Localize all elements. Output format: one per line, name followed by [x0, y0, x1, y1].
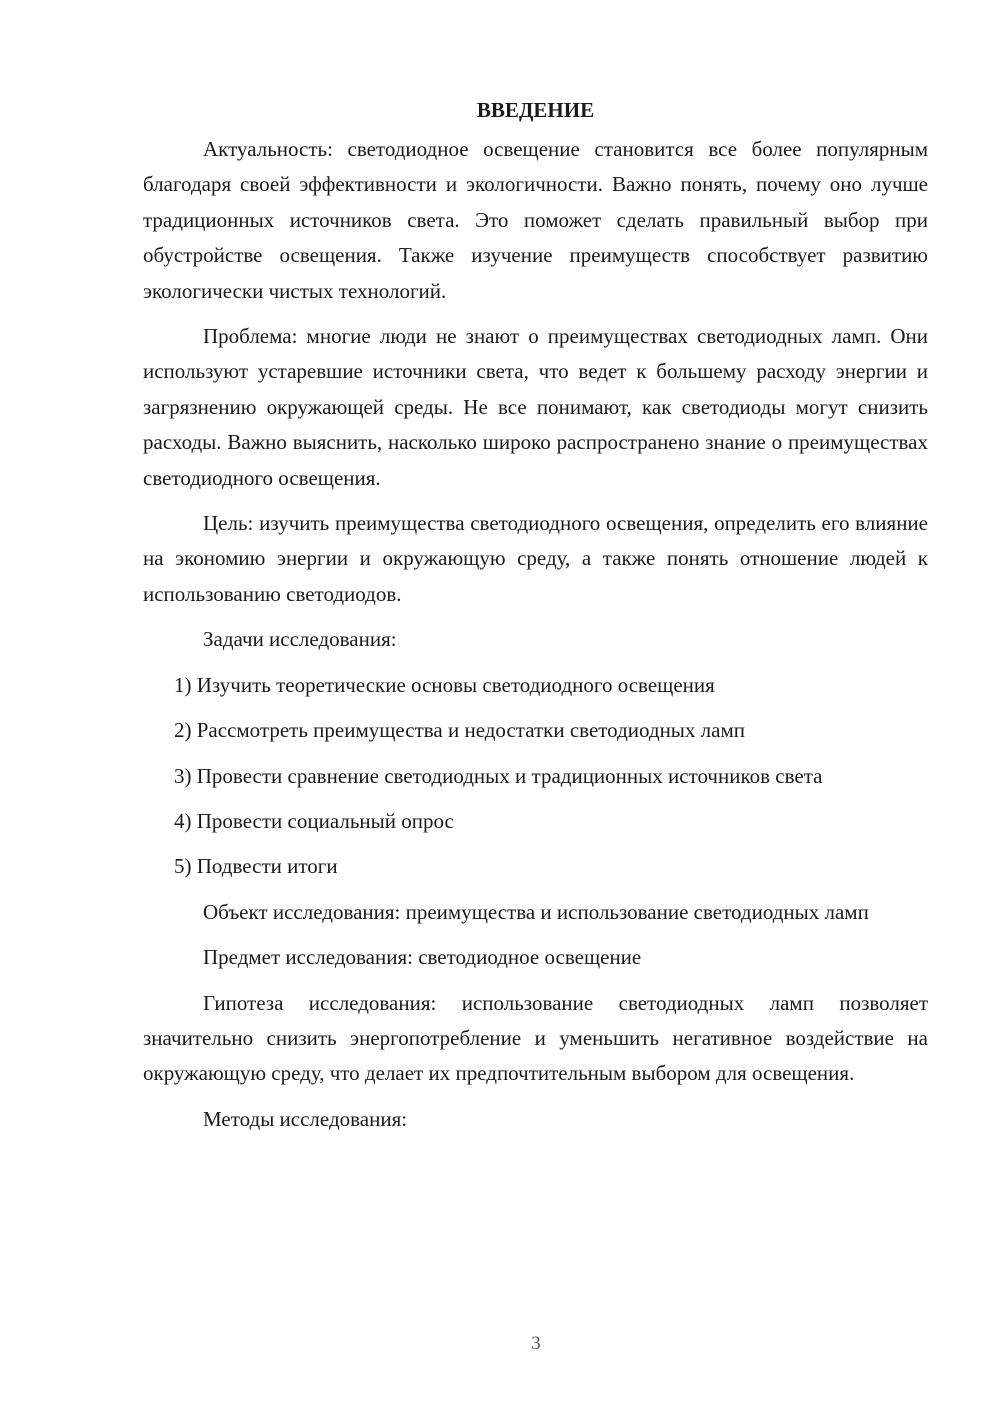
list-item: 1) Изучить теоретические основы светодиодного освещения: [174, 672, 715, 697]
paragraph-object: Объект исследования: преимущества и использование светодиодных ламп: [203, 899, 869, 924]
list-item: 4) Провести социальный опрос: [174, 808, 454, 833]
document-heading: ВВЕДЕНИЕ: [476, 98, 595, 122]
document-page: [143, 92, 928, 1147]
page-number: 3: [531, 1333, 541, 1354]
list-item: 2) Рассмотреть преимущества и недостатки светодиодных ламп: [174, 718, 745, 743]
paragraph-relevance: Актуальность: светодиодное освещение становится все более популярным благодаря своей эффективности и экологичности. Важно понять, почему оно лучше традиционных источников света. Это поможет сделать правильный выбор при обустройстве освещения. Также изучение преимуществ способствует развитию экологически чистых технологий.: [143, 137, 928, 303]
paragraph-subject: Предмет исследования: светодиодное освещение: [203, 945, 642, 970]
tasks-title: Задачи исследования:: [203, 627, 397, 652]
list-item: 5) Подвести итоги: [174, 854, 338, 879]
methods-title: Методы исследования:: [203, 1106, 408, 1131]
paragraph-goal: Цель: изучить преимущества светодиодного освещения, определить его влияние на экономию энергии и окружающую среду, а также понять отношение людей к использованию светодиодов.: [143, 511, 928, 606]
tasks-list: [143, 668, 928, 885]
paragraph-hypothesis: Гипотеза исследования: использование светодиодных ламп позволяет значительно снизить энергопотребление и уменьшить негативное воздействие на окружающую среду, что делает их предпочтительным выбором для освещения.: [143, 990, 928, 1086]
list-item: 3) Провести сравнение светодиодных и традиционных источников света: [174, 763, 823, 788]
paragraph-problem: Проблема: многие люди не знают о преимуществах светодиодных ламп. Они используют устаревшие источники света, что ведет к большему расходу энергии и загрязнению окружающей среды. Не все понимают, как светодиоды могут снизить расходы. Важно выяснить, насколько широко распространено знание о преимуществах светодиодного освещения.: [143, 324, 928, 490]
